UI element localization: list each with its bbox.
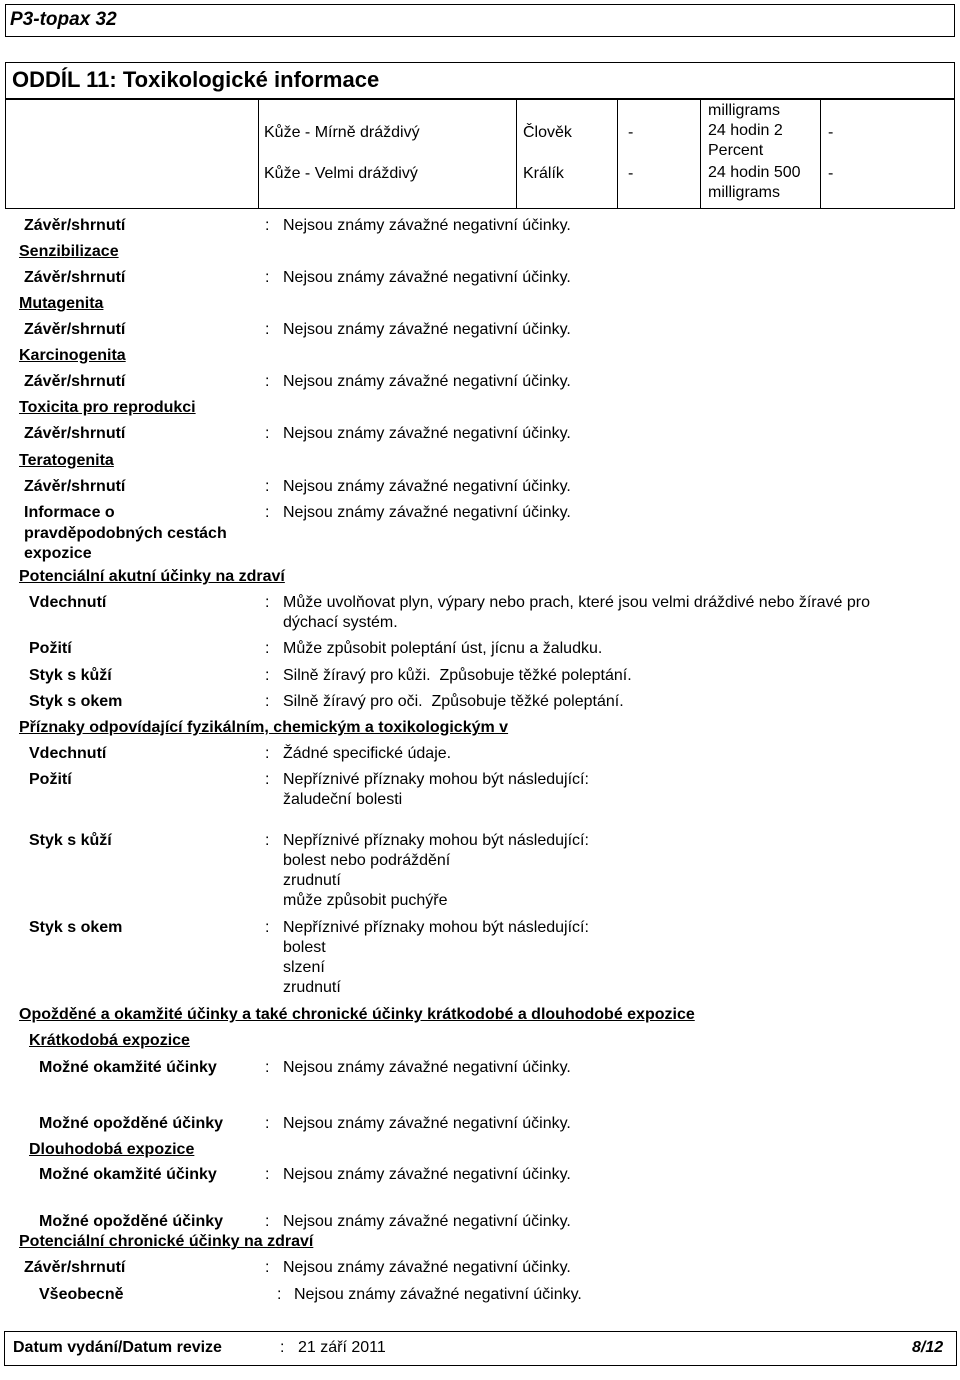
conclusion-label: Závěr/shrnutí (24, 217, 126, 234)
footer-date-value: 21 září 2011 (298, 1339, 386, 1356)
header-box (5, 4, 955, 37)
colon: : (265, 832, 270, 849)
immediate-effects-value: Nejsou známy závažné negativní účinky. (283, 1059, 571, 1076)
symptoms-adverse-intro: Nepříznivé příznaky mohou být následující: (283, 919, 589, 936)
colon: : (265, 1115, 270, 1132)
irritation-table (5, 99, 955, 209)
list-item: bolest nebo podráždění (283, 852, 451, 869)
product-name: P3-topax 32 (10, 9, 117, 30)
table-row-observation: - (828, 124, 834, 141)
delayed-effects-value: Nejsou známy závažné negativní účinky. (283, 1213, 571, 1230)
conclusion-label: Závěr/shrnutí (24, 425, 126, 442)
list-item: zrudnutí (283, 872, 341, 889)
exposure-routes-label: pravděpodobných cestách (24, 525, 227, 542)
acute-eye-label: Styk s okem (29, 693, 123, 710)
list-item: slzení (283, 959, 325, 976)
immediate-effects-value: Nejsou známy závažné negativní účinky. (283, 1166, 571, 1183)
chronic-heading: Potenciální chronické účinky na zdraví (19, 1233, 314, 1250)
footer-colon: : (280, 1339, 285, 1356)
colon: : (265, 771, 270, 788)
table-row-result: Kůže - Velmi dráždivý (264, 165, 418, 182)
list-item: může způsobit puchýře (283, 892, 448, 909)
page-number: 8/12 (912, 1339, 944, 1356)
list-item: žaludeční bolesti (283, 791, 403, 808)
symptoms-skin-label: Styk s kůží (29, 832, 112, 849)
colon: : (265, 693, 270, 710)
list-item: bolest (283, 939, 326, 956)
acute-eye-value: Silně žíravý pro oči. Způsobuje těžké poleptání. (283, 693, 624, 710)
acute-skin-value: Silně žíravý pro kůži. Způsobuje těžké poleptání. (283, 667, 632, 684)
symptoms-inhalation-value: Žádné specifické údaje. (283, 745, 452, 762)
acute-ingestion-value: Může způsobit poleptání úst, jícnu a žaludku. (283, 640, 603, 657)
acute-inhalation-label: Vdechnutí (29, 594, 107, 611)
exposure-routes-value: Nejsou známy závažné negativní účinky. (283, 504, 571, 521)
conclusion-label: Závěr/shrnutí (24, 478, 126, 495)
list-item: zrudnutí (283, 979, 341, 996)
section-title: ODDÍL 11: Toxikologické informace (12, 67, 380, 92)
subheading-sensitization: Senzibilizace (19, 243, 119, 260)
table-divider (700, 99, 701, 209)
table-divider (820, 99, 821, 209)
conclusion-label: Závěr/shrnutí (24, 269, 126, 286)
colon: : (265, 217, 270, 234)
conclusion-value: Nejsou známy závažné negativní účinky. (283, 1259, 571, 1276)
symptoms-adverse-intro: Nepříznivé příznaky mohou být následující: (283, 832, 589, 849)
acute-ingestion-label: Požití (29, 640, 72, 657)
table-row-exposure: milligrams 24 hodin 2 Percent (708, 102, 783, 159)
colon: : (265, 478, 270, 495)
delayed-effects-value: Nejsou známy závažné negativní účinky. (283, 1115, 571, 1132)
delayed-effects-label: Možné opožděné účinky (39, 1115, 224, 1132)
table-divider (258, 99, 259, 209)
symptoms-inhalation-label: Vdechnutí (29, 745, 107, 762)
conclusion-value: Nejsou známy závažné negativní účinky. (283, 425, 571, 442)
subheading-carcinogenicity: Karcinogenita (19, 347, 126, 364)
exposure-routes-label: expozice (24, 545, 92, 562)
table-row-species: Králík (523, 165, 564, 182)
conclusion-label: Závěr/shrnutí (24, 321, 126, 338)
colon: : (265, 321, 270, 338)
short-term-heading: Krátkodobá expozice (29, 1032, 190, 1049)
general-label: Všeobecně (39, 1286, 124, 1303)
subheading-reproductive: Toxicita pro reprodukci (19, 399, 196, 416)
conclusion-value: Nejsou známy závažné negativní účinky. (283, 321, 571, 338)
exposure-routes-label: Informace o (24, 504, 115, 521)
colon: : (265, 1059, 270, 1076)
table-row-score: - (628, 165, 634, 182)
colon: : (265, 425, 270, 442)
colon: : (265, 1213, 270, 1230)
long-term-heading: Dlouhodobá expozice (29, 1141, 195, 1158)
colon: : (277, 1286, 282, 1303)
conclusion-label: Závěr/shrnutí (24, 1259, 126, 1276)
conclusion-value: Nejsou známy závažné negativní účinky. (283, 217, 571, 234)
table-row-exposure: 24 hodin 500 milligrams (708, 164, 801, 201)
colon: : (265, 269, 270, 286)
acute-inhalation-value: dýchací systém. (283, 614, 398, 631)
table-row-observation: - (828, 165, 834, 182)
general-value: Nejsou známy závažné negativní účinky. (294, 1286, 582, 1303)
acute-skin-label: Styk s kůží (29, 667, 112, 684)
acute-inhalation-value: Může uvolňovat plyn, výpary nebo prach, které jsou velmi dráždivé nebo žíravé pro (283, 594, 870, 611)
table-row-score: - (628, 124, 634, 141)
footer-date-label: Datum vydání/Datum revize (13, 1339, 222, 1356)
symptoms-eye-label: Styk s okem (29, 919, 123, 936)
colon: : (265, 640, 270, 657)
subheading-teratogenicity: Teratogenita (19, 452, 114, 469)
colon: : (265, 745, 270, 762)
symptoms-heading: Příznaky odpovídající fyzikálním, chemickým a toxikologickým v (19, 719, 509, 736)
table-row-species: Člověk (523, 124, 572, 141)
acute-heading: Potenciální akutní účinky na zdraví (19, 568, 285, 585)
colon: : (265, 504, 270, 521)
conclusion-value: Nejsou známy závažné negativní účinky. (283, 373, 571, 390)
colon: : (265, 1166, 270, 1183)
conclusion-value: Nejsou známy závažné negativní účinky. (283, 478, 571, 495)
colon: : (265, 919, 270, 936)
subheading-mutagenicity: Mutagenita (19, 295, 104, 312)
immediate-effects-label: Možné okamžité účinky (39, 1166, 217, 1183)
colon: : (265, 667, 270, 684)
delayed-effects-label: Možné opožděné účinky (39, 1213, 224, 1230)
colon: : (265, 594, 270, 611)
table-row-result: Kůže - Mírně dráždivý (264, 124, 420, 141)
delayed-heading: Opožděné a okamžité účinky a také chronické účinky krátkodobé a dlouhodobé expozice (19, 1006, 695, 1023)
colon: : (265, 1259, 270, 1276)
symptoms-ingestion-label: Požití (29, 771, 72, 788)
table-divider (617, 99, 618, 209)
conclusion-value: Nejsou známy závažné negativní účinky. (283, 269, 571, 286)
table-divider (516, 99, 517, 209)
conclusion-label: Závěr/shrnutí (24, 373, 126, 390)
colon: : (265, 373, 270, 390)
symptoms-adverse-intro: Nepříznivé příznaky mohou být následující: (283, 771, 589, 788)
immediate-effects-label: Možné okamžité účinky (39, 1059, 217, 1076)
